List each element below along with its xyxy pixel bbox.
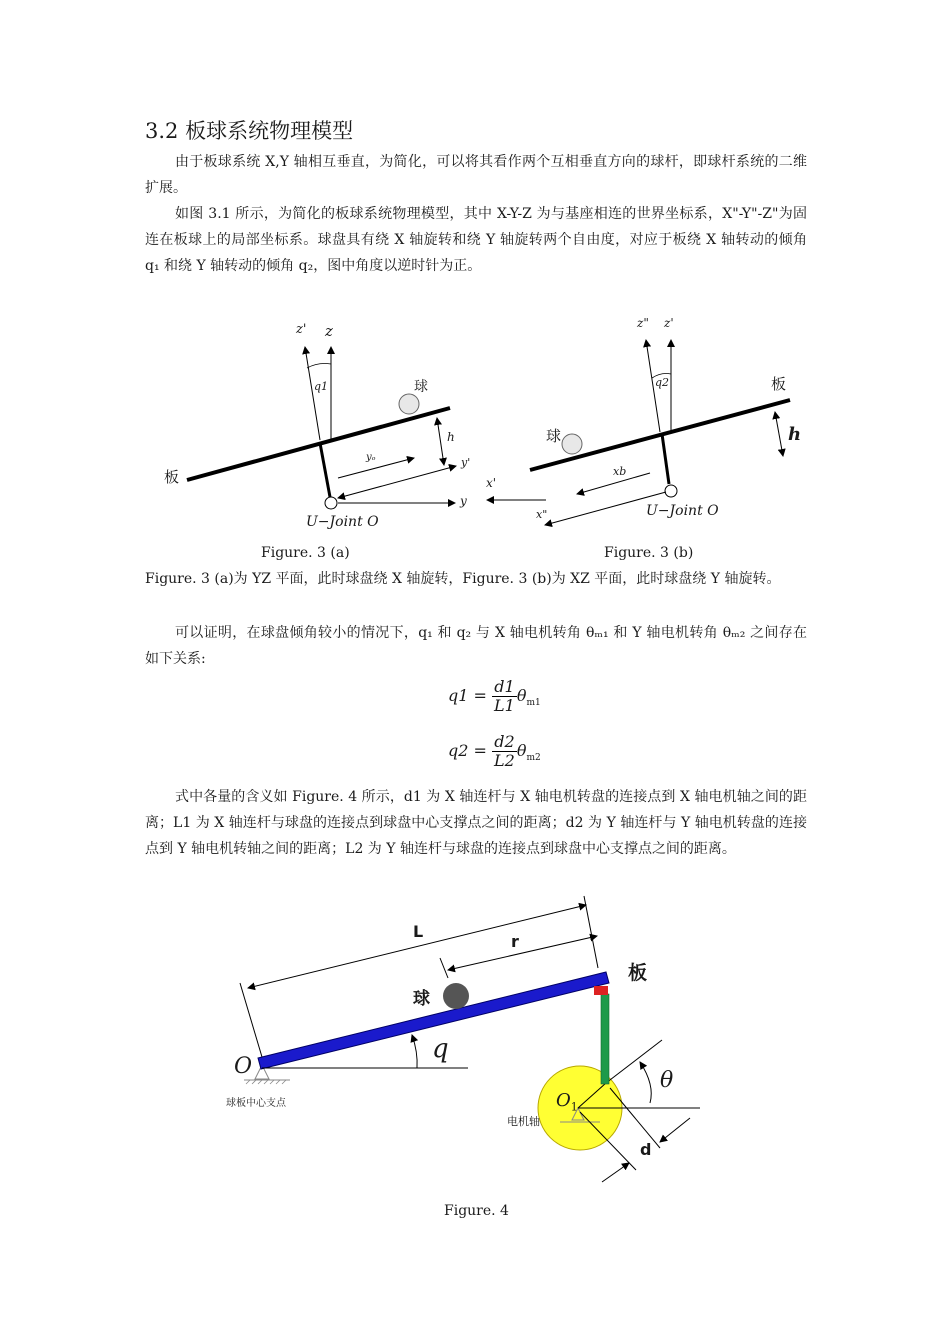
- ball-3b: [562, 434, 582, 454]
- eq1-denominator: L1: [494, 696, 515, 715]
- label-ball-3b: 球: [546, 427, 562, 445]
- l-extension-right: [584, 896, 598, 968]
- l-dimension: [248, 905, 586, 988]
- figure-4: [240, 896, 700, 1182]
- yo-arrow: [338, 458, 414, 478]
- h-dimension-3a: [437, 418, 444, 465]
- zprime-axis-3a: [305, 347, 320, 440]
- green-link: [601, 994, 609, 1084]
- label-board-3a: 板: [164, 468, 180, 486]
- label-O1-sub: 1: [570, 1100, 578, 1114]
- label-z-3a: z: [325, 322, 333, 340]
- eq2-fraction: [492, 733, 517, 770]
- label-O1-main: O: [556, 1090, 571, 1111]
- label-ball-4: 球: [413, 989, 430, 1009]
- equation-1: [448, 678, 541, 715]
- support-rod-3a: [320, 443, 330, 497]
- theta-guide: [606, 1040, 662, 1083]
- support-rod-3b: [662, 434, 669, 484]
- paragraph-3: Figure. 3 (a)为 YZ 平面，此时球盘绕 X 轴旋转，Figure. 3 (b)为 XZ 平面，此时球盘绕 Y 轴旋转。: [145, 571, 781, 587]
- label-zprime-3b: z': [664, 316, 674, 330]
- label-joint-3b: U−Joint O: [646, 503, 719, 519]
- paragraph-2: 如图 3.1 所示，为简化的板球系统物理模型，其中 X-Y-Z 为与基座相连的世界坐标系，X"-Y"-Z"为固连在板球上的局部坐标系。球盘具有绕 X 轴旋转和绕 Y 轴旋转两个自由度，对应于板绕 X 轴转动的倾角 q₁ 和绕 Y 轴转动的倾角 q₂，图中角度以逆时针为正。: [145, 206, 807, 274]
- link-joint: [594, 986, 608, 995]
- h-dimension-3b: [775, 412, 783, 456]
- label-xprime: x': [486, 476, 497, 490]
- section-heading: 3.2 板球系统物理模型: [145, 119, 354, 143]
- label-yo: yₒ: [366, 452, 376, 463]
- label-ball-3a: 球: [414, 379, 428, 395]
- u-joint-3b: [665, 485, 677, 497]
- label-board-3b: 板: [771, 375, 787, 393]
- q1-arc: [307, 364, 331, 369]
- label-zdd-3b: z": [637, 316, 649, 330]
- pivot-hatch: [246, 1080, 286, 1084]
- figure-3b: [487, 340, 790, 525]
- label-motor: 电机轴: [507, 1115, 540, 1128]
- paragraph-5: 式中各量的含义如 Figure. 4 所示，d1 为 X 轴连杆与 X 轴电机转盘的连接点到 X 轴电机轴之间的距离；L1 为 X 轴连杆与球盘的连接点到球盘中心支撑点之间的距离；d2 为 Y 轴连杆与 Y 轴电机转盘的连接点到 Y 轴电机转轴之间的距离；L2 为 Y 轴连杆与球盘的连接点到球盘中心支撑点之间的距离。: [145, 789, 807, 857]
- ball-3a: [399, 394, 419, 414]
- label-theta: θ: [660, 1068, 674, 1093]
- ball-4: [443, 983, 469, 1009]
- label-h-3a: h: [447, 430, 455, 444]
- figure-3b-caption: Figure. 3 (b): [604, 545, 694, 561]
- eq1-subscript: m1: [526, 698, 541, 709]
- label-y: y: [460, 494, 467, 508]
- eq2-numerator: d2: [492, 733, 517, 752]
- d-arrow-1: [660, 1118, 690, 1142]
- label-pivot: 球板中心支点: [226, 1098, 286, 1109]
- label-O1: [556, 1090, 578, 1114]
- eq2-denominator: L2: [494, 751, 515, 770]
- label-h-3b: h: [788, 424, 802, 445]
- eq1-theta: θ: [516, 686, 527, 705]
- l-extension-left: [240, 983, 262, 1057]
- label-d: d: [640, 1140, 652, 1159]
- label-xdd: x": [536, 508, 548, 521]
- figure-3a-caption: Figure. 3 (a): [261, 545, 350, 561]
- theta-arc: [640, 1062, 651, 1103]
- label-q1: q1: [314, 380, 329, 393]
- q-arc: [412, 1035, 417, 1068]
- eq1-fraction: [492, 678, 517, 715]
- r-extension: [440, 958, 448, 978]
- eq2-theta: θ: [516, 741, 527, 760]
- eq2-lhs: q2 =: [448, 741, 487, 760]
- eq1-lhs: q1 =: [448, 686, 487, 705]
- label-O: O: [234, 1054, 253, 1079]
- label-xb: xb: [613, 465, 627, 478]
- board-3a: [187, 408, 450, 480]
- label-L: L: [413, 922, 424, 941]
- r-dimension: [448, 936, 597, 970]
- figure-4-caption: Figure. 4: [444, 1203, 509, 1219]
- label-board-4: 板: [628, 962, 648, 984]
- eq1-numerator: d1: [492, 678, 517, 697]
- label-q2: q2: [655, 376, 670, 389]
- label-zprime-3a: z': [296, 322, 307, 337]
- label-r: r: [511, 932, 519, 951]
- label-joint-3a: U−Joint O: [306, 514, 379, 530]
- yprime-arrow: [338, 466, 456, 498]
- equation-2: [448, 733, 541, 770]
- d-arrow-2: [602, 1163, 629, 1182]
- u-joint-3a: [325, 497, 337, 509]
- eq2-subscript: m2: [526, 753, 541, 764]
- paragraph-1: 由于板球系统 X,Y 轴相互垂直，为简化，可以将其看作两个互相垂直方向的球杆，即球杆系统的二维扩展。: [145, 154, 807, 196]
- label-yprime: y': [461, 456, 471, 469]
- figure-3a: [187, 347, 456, 509]
- paragraph-4: 可以证明，在球盘倾角较小的情况下，q₁ 和 q₂ 与 X 轴电机转角 θₘ₁ 和 Y 轴电机转角 θₘ₂ 之间存在如下关系:: [145, 625, 807, 667]
- label-q: q: [432, 1034, 449, 1064]
